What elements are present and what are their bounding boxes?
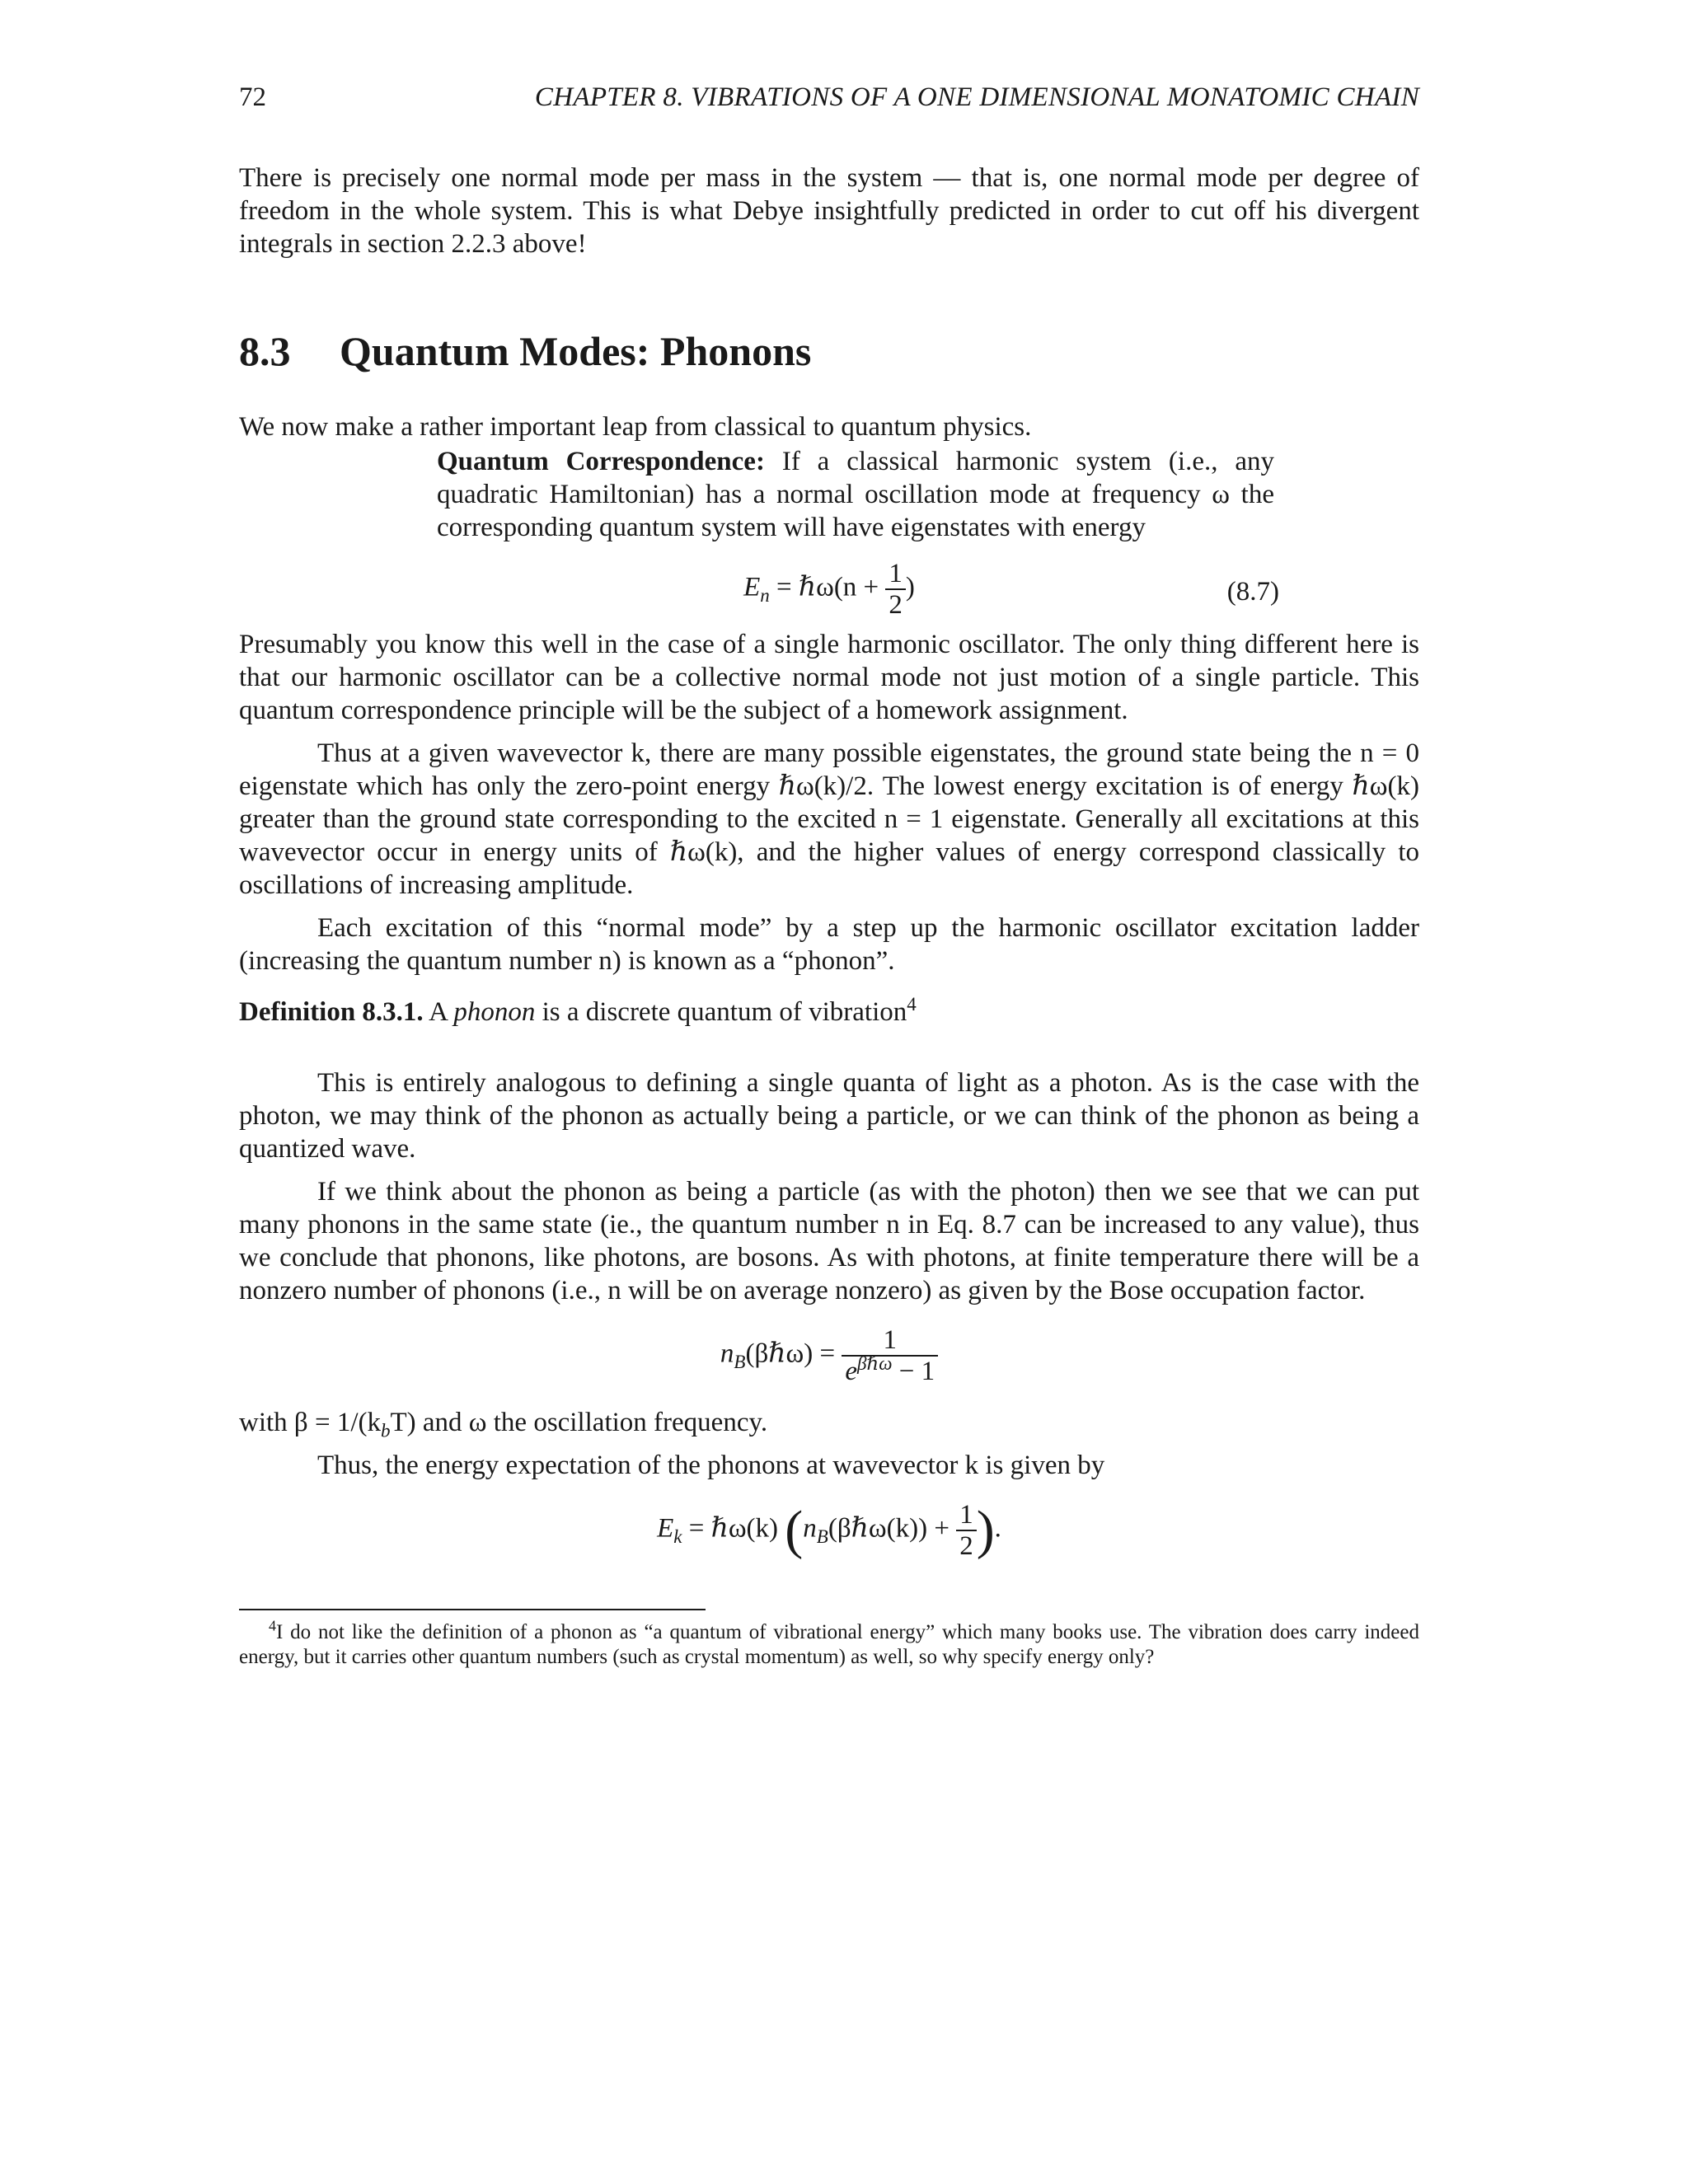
footnote-text: I do not like the definition of a phonon as “a quantum of vibrational energy” which many books use. The vibration does carry indeed energy, but it carries other quantum numbers (such as crystal momentum) as well, so why specify energy only? [239,1621,1419,1668]
definition-text-before: A [423,997,454,1027]
paragraph-with-beta [239,1406,1419,1439]
definition-8-3-1 [239,996,1419,1029]
leap-sentence: We now make a rather important leap from classical to quantum physics. [239,412,1032,442]
energy-lhs-sub: k [673,1526,682,1548]
paragraph-each-excitation: Each excitation of this “normal mode” by a step up the harmonic oscillator excitation ladder (increasing the quantum number n) is known as a “phonon”. [239,913,1419,976]
bose-numerator: 1 [842,1325,938,1357]
eq87-rhs-prefix: = ℏω(n + [769,572,886,602]
energy-fraction [956,1500,977,1561]
bose-den-rest: − 1 [892,1357,935,1386]
document-page [239,81,1419,1670]
energy-trailing-dot: . [994,1513,1001,1544]
right-paren-glyph: ) [976,1500,995,1560]
eq87-fraction [885,559,906,620]
energy-inner-sub: B [816,1526,828,1548]
principle-label: Quantum Correspondence: [437,447,765,476]
eq87-frac-den: 2 [889,590,903,620]
principle-text: If a classical harmonic system (i.e., any quadratic Hamiltonian) has a normal oscillation mode at frequency ω the corresponding quantum system will have eigenstates with energy [437,447,1274,542]
bose-denominator [842,1353,938,1386]
footnote-mark: 4 [269,1617,276,1634]
energy-lhs: E [657,1513,674,1544]
footnote-4 [239,1617,1419,1670]
bose-fraction [842,1325,938,1386]
bose-den-base: e [845,1357,857,1386]
equation-number: (8.7) [1226,577,1279,607]
footnote-reference[interactable]: 4 [907,994,917,1015]
energy-inner-arg: (βℏω(k)) + [828,1513,957,1544]
quantum-correspondence-principle [437,445,1274,544]
section-title-text: Quantum Modes: Phonons [340,328,812,374]
with-beta-text: with β = 1/(k [239,1408,381,1437]
paragraph-presumably: Presumably you know this well in the case of a single harmonic oscillator. The only thing different here is that our harmonic oscillator can be a collective normal mode not just motion of a single particle. This quantum correspondence principle will be the subject of a homework assignment. [239,630,1419,725]
definition-text-after: is a discrete quantum of vibration [535,997,907,1027]
section-heading [239,326,1419,376]
energy-frac-den: 2 [959,1531,973,1561]
definition-label: Definition 8.3.1. [239,997,424,1027]
energy-frac-num: 1 [956,1500,977,1531]
section-number: 8.3 [239,328,291,374]
page-header [239,81,1419,120]
paragraph-analogous: This is entirely analogous to defining a single quanta of light as a photon. As is the case with the photon, we may think of the phonon as actually being a particle, or we can think of the phonon as being a quantized wave. [239,1068,1419,1164]
left-paren-glyph: ( [785,1500,804,1560]
running-title: CHAPTER 8. VIBRATIONS OF A ONE DIMENSIONAL MONATOMIC CHAIN [534,82,1419,112]
paragraph-bosons: If we think about the phonon as being a particle (as with the photon) then we see that we can put many phonons in the same state (ie., the quantum number n in Eq. 8.7 can be increased to any value), thus we conclude that phonons, like photons, are bosons. As with photons, at finite temperature there will be a nonzero number of phonons (i.e., n will be on average nonzero) as given by the Bose occupation factor. [239,1177,1419,1305]
equation-8-7 [239,559,1419,628]
page-number: 72 [239,82,266,112]
eq87-lhs-sub: n [760,585,770,607]
with-beta-rest: T) and ω the oscillation frequency. [390,1408,768,1437]
bose-den-exponent: βℏω [856,1353,893,1374]
bose-lhs-arg: (βℏω) = [745,1338,842,1369]
bose-lhs: n [720,1338,734,1369]
intro-paragraph: There is precisely one normal mode per mass in the system — that is, one normal mode per degree of freedom in the whole system. This is what Debye insightfully predicted in order to cut off his divergent integrals in section 2.2.3 above! [239,163,1419,259]
eq87-lhs: E [743,572,761,602]
bose-occupation-equation [239,1325,1419,1391]
paragraph-energy-expectation: Thus, the energy expectation of the phonons at wavevector k is given by [317,1451,1105,1480]
definition-term: phonon [453,997,536,1027]
energy-eq: = ℏω(k) [682,1513,785,1544]
eq87-frac-num: 1 [885,559,906,590]
energy-inner: n [803,1513,817,1544]
paragraph-wavevector: Thus at a given wavevector k, there are many possible eigenstates, the ground state being the n = 0 eigenstate which has only the zero-point energy ℏω(k)/2. The lowest energy excitation is of energy ℏω(k) greater than the ground state corresponding to the excited n = 1 eigenstate. Generally all excitations at this wavevector occur in energy units of ℏω(k), and the higher values of energy correspond classically to oscillations of increasing amplitude. [239,738,1419,900]
eq87-rhs-suffix: ) [905,572,915,602]
with-beta-sub: b [380,1420,391,1441]
footnote-divider [239,1609,706,1610]
energy-expectation-equation [239,1500,1419,1566]
bose-lhs-sub: B [734,1352,746,1373]
